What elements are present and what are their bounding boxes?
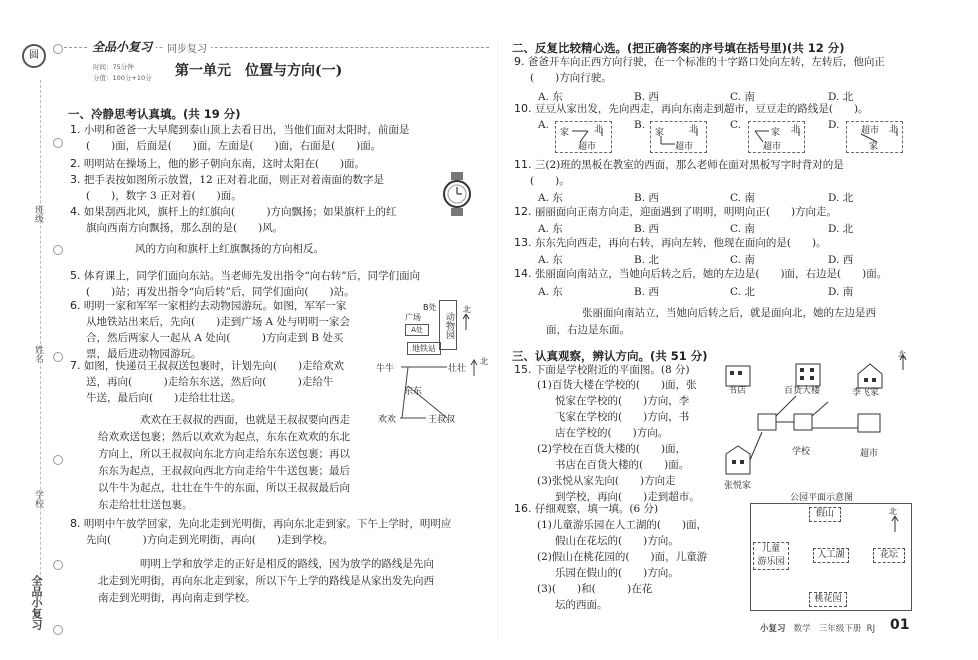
- page-title: 第一单元 位置与方向(一): [175, 63, 343, 79]
- school-map-figure: [718, 352, 918, 492]
- question-12: 12. 丽丽面向正南方向走，迎面遇到了明明，明明向正( )方向走。: [514, 205, 838, 218]
- huanhuan-label: 欢欢: [378, 415, 397, 425]
- sidebar-badge: 圆: [22, 44, 46, 68]
- binding-hole: [53, 352, 63, 362]
- zoo-map-figure: [393, 300, 483, 356]
- north-arrow-icon: [891, 516, 899, 532]
- question-11: 11. 三(2)班的黑板在教室的西面，那么老师在面对黑板写字时背对的是 ( )。: [514, 158, 844, 187]
- zhuangzhuang-label: 壮壮: [448, 364, 467, 374]
- score-label: 分值：100分+10分: [93, 74, 152, 82]
- question-15: 15. 下面是学校附近的平面图。(8 分): [514, 363, 690, 376]
- sidebar-name-label: 姓名: [33, 345, 43, 363]
- q7-explanation: 欢欢在王叔叔的西面，也就是王叔叔要向西走 给欢欢送包裹；然后以欢欢为起点，东东在欢欢的东北 方向上，所以王叔叔向东北方向走给东东送包裹；再以 东东为起点，王叔叔向西北方向走给牛牛送包裹；最后 以牛牛为起点，壮壮在牛牛的东面，所以王叔叔最后向 东走给壮壮送包裹。: [98, 414, 350, 511]
- binding-hole: [53, 138, 63, 148]
- binding-hole: [53, 560, 63, 570]
- question-3: 3. 把手表按如图所示放置，12 正对着北面，则正对着南面的数字是 ( )，数字 3 正对着( )面。: [70, 173, 385, 202]
- footer-grade: 三年级下册: [818, 624, 862, 634]
- point-b-label: B处: [423, 303, 437, 312]
- subway-box: 地铁站: [407, 342, 441, 355]
- binding-sidebar: [0, 0, 62, 660]
- q14-option-d[interactable]: D. 南: [828, 286, 854, 298]
- question-16-part-3: (3)( )和( )在花 坛的西面。: [537, 583, 653, 611]
- playground-box: 儿童 游乐园: [753, 542, 789, 570]
- q10-option-a[interactable]: A.: [538, 119, 549, 131]
- watch-figure: [442, 172, 472, 216]
- point-a-box: A处: [405, 324, 429, 336]
- dongdong-label: 东东: [404, 387, 423, 397]
- section-2-heading: 二、反复比较精心选。(把正确答案的序号填在括号里)(共 12 分): [512, 41, 845, 55]
- q9-option-b[interactable]: B. 西: [634, 91, 659, 103]
- north-label: 北: [480, 357, 488, 366]
- time-label: 时间：75分钟: [93, 63, 134, 71]
- binding-hole: [53, 44, 63, 54]
- q12-option-b[interactable]: B. 西: [634, 223, 659, 235]
- q14-option-a[interactable]: A. 东: [538, 286, 563, 298]
- header-logo: 全品小复习: [88, 38, 156, 55]
- question-4: 4. 如果刮西北风，旗杆上的红旗向( )方向飘扬；如果旗杆上的红 旗向西南方向飘扬，那么刮的是( )风。: [70, 205, 397, 234]
- question-15-part-3: (3)张悦从家先向( )方向走 到学校，再向( )走到超市。: [537, 475, 700, 503]
- q4-explanation: 风的方向和旗杆上红旗飘扬的方向相反。: [135, 243, 324, 255]
- question-5: 5. 体育课上，同学们面向东站。当老师先发出指令“向右转”后，同学们面向 ( )站；再发出指令“向后转”后，同学们面向( )站。: [70, 269, 421, 298]
- plaza-label: 广场: [405, 313, 421, 322]
- question-6: 6. 明明一家和军军一家相约去动物园游玩。如图，军军一家 从地铁站出来后，先向( )走到广场 A 处与明明一家会 合，然后两家人一起从 A 处向( )方向走到 B 处买 票，最后进动物园游玩。: [70, 299, 350, 360]
- zhangyue-home-label: 张悦家: [724, 481, 752, 491]
- q8-explanation: 明明上学和放学走的正好是相反的路线，因为放学的路线是先向 北走到光明街，再向东北走到家，所以下午上学的路线是从家出发先向西 南走到光明街，再向南走到学校。: [98, 558, 434, 604]
- q11-option-b[interactable]: B. 西: [634, 192, 659, 204]
- q13-option-c[interactable]: C. 南: [730, 254, 755, 266]
- q14-explanation: 张丽面向南站立，当她向后转之后，就是面向北，她的左边是西 面，右边是东面。: [546, 307, 876, 336]
- q13-option-a[interactable]: A. 东: [538, 254, 563, 266]
- question-14: 14. 张丽面向南站立，当她向后转之后，她的左边是( )面，右边是( )面。: [514, 267, 888, 280]
- column-divider: [497, 40, 498, 640]
- lifei-home-label: 李飞家: [852, 388, 880, 398]
- q10-option-c[interactable]: C.: [730, 119, 741, 131]
- question-16-part-2: (2)假山在桃花园的( )面，儿童游 乐园在假山的( )方向。: [537, 551, 708, 579]
- route-diagram-d: 超市 北 家: [846, 121, 903, 153]
- question-13: 13. 东东先向西走，再向右转，再向左转，他现在面向的是( )。: [514, 236, 827, 249]
- supermarket-label: 超市: [860, 449, 879, 459]
- question-7: 7. 如图，快递员王叔叔送包裹时，计划先向( )走给欢欢 送，再向( )走给东东送，然后向( )走给牛 牛送，最后向( )走给壮壮送。: [70, 359, 345, 404]
- header-subtitle: 同步复习: [163, 40, 211, 55]
- footer: [760, 622, 875, 634]
- sidebar-school-label: 学校: [33, 490, 43, 508]
- binding-hole: [53, 245, 63, 255]
- route-diagram-c: 家 北 超市: [748, 121, 805, 153]
- footer-brand: 小复习: [760, 624, 786, 634]
- footer-subject: 数学: [793, 624, 811, 634]
- q10-option-d[interactable]: D.: [828, 119, 840, 131]
- binding-hole: [53, 625, 63, 635]
- q14-option-c[interactable]: C. 北: [730, 286, 755, 298]
- peach-garden-box: 桃花园: [809, 592, 847, 607]
- q12-option-d[interactable]: D. 北: [828, 223, 854, 235]
- sidebar-brand: 全品小复习: [30, 575, 43, 630]
- question-9: 9. 爸爸开车向正西方向行驶，在一个标准的十字路口处向左转，左转后，他向正 ( )方向行驶。: [514, 55, 885, 84]
- sidebar-class-label: 班级: [33, 205, 43, 223]
- section-1-heading: 一、冷静思考认真填。(共 19 分): [68, 107, 241, 121]
- school-label: 学校: [792, 447, 811, 457]
- lake-box: 人工湖: [813, 548, 849, 563]
- park-map-figure: [750, 503, 912, 611]
- bookstore-label: 书店: [728, 386, 747, 396]
- page-number: 01: [890, 617, 910, 633]
- section-3-heading: 三、认真观察，辨认方向。(共 51 分): [512, 349, 708, 363]
- flowerbed-box: 花坛: [873, 548, 905, 563]
- q12-option-a[interactable]: A. 东: [538, 223, 563, 235]
- q11-option-d[interactable]: D. 北: [828, 192, 854, 204]
- niuniu-label: 牛牛: [376, 364, 395, 374]
- q14-option-b[interactable]: B. 西: [634, 286, 659, 298]
- north-label: 北: [889, 507, 897, 516]
- rockery-box: 假山: [809, 507, 841, 522]
- north-label: 北: [463, 305, 471, 314]
- question-2: 2. 明明站在操场上，他的影子朝向东南，这时太阳在( )面。: [70, 157, 366, 170]
- q9-option-c[interactable]: C. 南: [730, 91, 755, 103]
- zoo-box: 动物园: [439, 300, 457, 350]
- question-8: 8. 明明中午放学回家，先向北走到光明街，再向东北走到家。下午上学时，明明应 先向( )方向走到光明街，再向( )走到学校。: [70, 517, 452, 546]
- north-label: 北: [898, 350, 906, 359]
- q11-option-c[interactable]: C. 南: [730, 192, 755, 204]
- question-15-part-1: (1)百货大楼在学校的( )面，张 悦家在学校的( )方向，李 飞家在学校的( )方向，书 店在学校的( )方向。: [537, 379, 697, 439]
- route-diagram-b: 家 北 超市: [650, 121, 707, 153]
- q11-option-a[interactable]: A. 东: [538, 192, 563, 204]
- route-diagram-a: 家 北 超市: [555, 121, 612, 153]
- footer-edition: RJ: [866, 624, 876, 634]
- q12-option-c[interactable]: C. 南: [730, 223, 755, 235]
- q9-option-d[interactable]: D. 北: [828, 91, 854, 103]
- binding-hole: [53, 455, 63, 465]
- question-16: 16. 仔细观察，填一填。(6 分): [514, 502, 659, 515]
- uncle-wang-label: 王叔叔: [428, 415, 456, 425]
- mall-label: 百货大楼: [784, 386, 821, 396]
- q9-option-a[interactable]: A. 东: [538, 91, 563, 103]
- q10-option-b[interactable]: B.: [634, 119, 646, 131]
- q13-option-d[interactable]: D. 西: [828, 254, 854, 266]
- north-arrow-icon: [463, 314, 473, 330]
- park-map-caption: 公园平面示意图: [790, 493, 854, 503]
- question-1: 1. 小明和爸爸一大早爬到泰山顶上去看日出，当他们面对太阳时，前面是 ( )面，后面是( )面，左面是( )面，右面是( )面。: [70, 123, 410, 152]
- q13-option-b[interactable]: B. 北: [634, 254, 659, 266]
- question-15-part-2: (2)学校在百货大楼的( )面， 书店在百货大楼的( )面。: [537, 443, 690, 471]
- question-10: 10. 豆豆从家出发，先向西走，再向东南走到超市，豆豆走的路线是( )。: [514, 102, 869, 115]
- sidebar-line: [40, 80, 42, 600]
- question-16-part-1: (1)儿童游乐园在人工湖的( )面， 假山在花坛的( )方向。: [537, 519, 708, 547]
